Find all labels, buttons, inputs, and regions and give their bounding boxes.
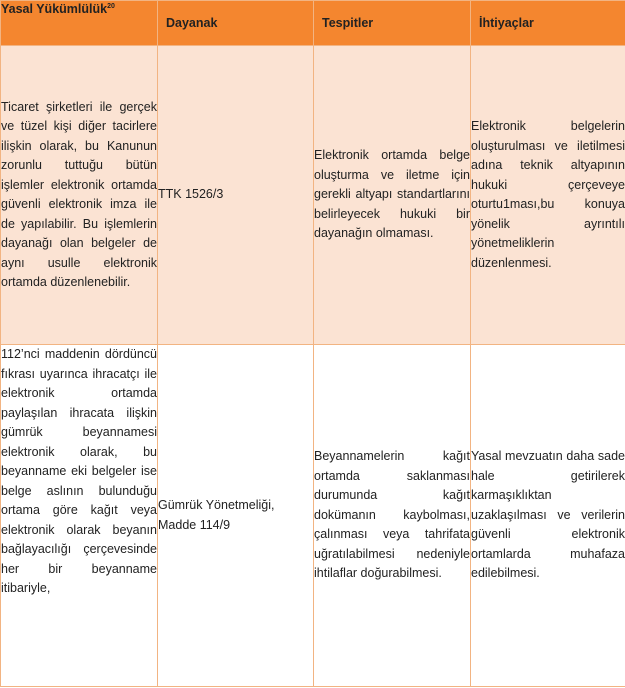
header-findings: Tespitler <box>314 1 471 46</box>
needs-text: Yasal mevzuatın daha sade hale getirilerek karmaşıklıktan uzaklaşılması ve verilerin güvenli elektronik ortamlarda muhafaza edilebilmesi. <box>471 449 625 581</box>
cell-basis <box>158 345 314 687</box>
cell-obligation <box>1 345 158 687</box>
header-basis: Dayanak <box>158 1 314 46</box>
basis-text: Gümrük Yönetmeliği, Madde 114/9 <box>158 498 275 532</box>
table-header-row <box>1 1 625 46</box>
cell-basis <box>158 46 314 345</box>
footnote-marker: 20 <box>107 2 115 10</box>
basis-text: TTK 1526/3 <box>158 187 224 202</box>
cell-obligation <box>1 46 158 345</box>
obligation-text: 112’nci maddenin dördüncü fıkrası uyarınca ihracatçı ile elektronik ortamda paylaşılan ihracata ilişkin gümrük beyannamesi elektronik olarak, bu beyanname eki belgeler ise belge aslının bulunduğu ortama göre kağıt veya elektronik olarak beyanın bağlayacılığı çerçevesinde her bir beyanname itibariyle, <box>1 347 157 595</box>
header-legal-obligation <box>1 1 158 46</box>
cell-needs <box>471 46 625 345</box>
needs-text: Elektronik belgelerin oluşturulması ve iletilmesi adına teknik altyapının hukuki çerçeveye oturtu1ması,bu konuya yönelik ayrıntılı yönetmeliklerin düzenlenmesi. <box>471 119 625 270</box>
findings-text: Beyannamelerin kağıt ortamda saklanması durumunda kağıt dokümanın kaybolması, çalınması veya tahrifata uğratılabilmesi nedeniyle ihtilaflar doğurabilmesi. <box>314 449 470 581</box>
cell-needs <box>471 345 625 687</box>
table-row <box>1 345 625 687</box>
cell-findings <box>314 46 471 345</box>
header-needs: İhtiyaçlar <box>471 1 625 46</box>
obligation-text: Ticaret şirketleri ile gerçek ve tüzel kişi diğer tacirlere ilişkin olarak, bu Kanunun zorunlu tuttuğu bütün işlemler elektronik ortamda güvenli elektronik imza ile de yapılabilir. Bu işlemlerin dayanağı olan belgeler de aynı usulle elektronik ortamda düzenlenebilir. <box>1 99 157 289</box>
findings-text: Elektronik ortamda belge oluşturma ve iletme için gerekli altyapı standartlarını belirleyecek hukuki bir dayanağın olmaması. <box>314 148 470 241</box>
cell-findings <box>314 345 471 687</box>
header-legal-obligation-label: Yasal Yükümlülük <box>1 2 108 16</box>
table-row <box>1 46 625 345</box>
